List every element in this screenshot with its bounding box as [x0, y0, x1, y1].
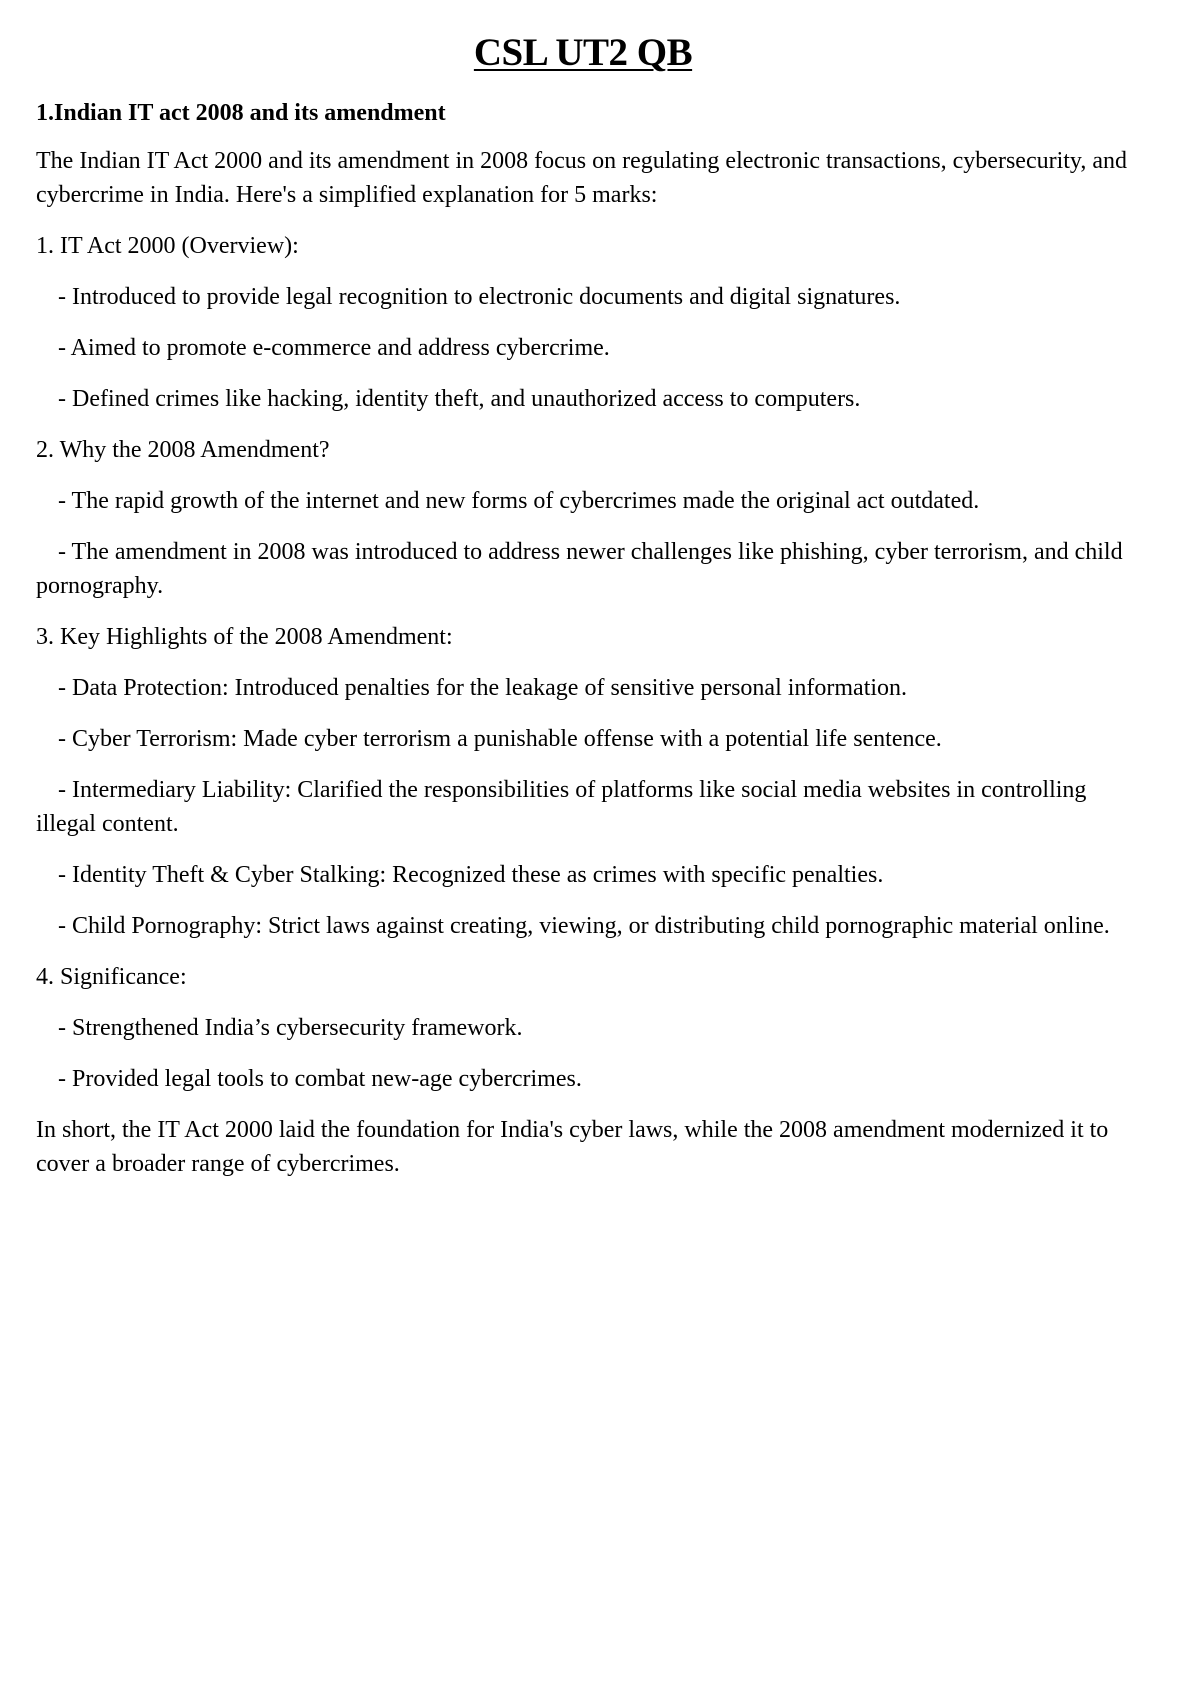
bullet-item: - Provided legal tools to combat new-age cybercrimes. — [58, 1066, 582, 1092]
section-heading-significance: 4. Significance: — [36, 964, 187, 990]
bullet-item: - The rapid growth of the internet and new forms of cybercrimes made the original act outdated. — [58, 488, 980, 514]
bullet-item: - Cyber Terrorism: Made cyber terrorism a punishable offense with a potential life sentence. — [58, 726, 942, 752]
bullet-item: - The amendment in 2008 was introduced to address newer challenges like phishing, cyber terrorism, and child pornography. — [36, 539, 1123, 599]
conclusion-paragraph: In short, the IT Act 2000 laid the foundation for India's cyber laws, while the 2008 amendment modernized it to cover a broader range of cybercrimes. — [36, 1117, 1109, 1177]
bullet-item: - Child Pornography: Strict laws against creating, viewing, or distributing child pornographic material online. — [58, 913, 1110, 939]
section-heading-key-highlights: 3. Key Highlights of the 2008 Amendment: — [36, 624, 453, 650]
section-heading-overview: 1. IT Act 2000 (Overview): — [36, 233, 299, 259]
intro-paragraph: The Indian IT Act 2000 and its amendment in 2008 focus on regulating electronic transactions, cybersecurity, and cybercrime in India. Here's a simplified explanation for 5 marks: — [36, 148, 1128, 208]
question-heading: 1.Indian IT act 2008 and its amendment — [36, 100, 446, 126]
bullet-item: - Strengthened India’s cybersecurity framework. — [58, 1015, 523, 1041]
bullet-item: - Aimed to promote e-commerce and address cybercrime. — [58, 335, 610, 361]
bullet-item: - Defined crimes like hacking, identity theft, and unauthorized access to computers. — [58, 386, 861, 412]
section-heading-why-amendment: 2. Why the 2008 Amendment? — [36, 437, 330, 463]
bullet-item: - Data Protection: Introduced penalties for the leakage of sensitive personal information. — [58, 675, 908, 701]
document-title: CSL UT2 QB — [473, 31, 693, 74]
bullet-item: - Identity Theft & Cyber Stalking: Recognized these as crimes with specific penalties. — [58, 862, 884, 888]
bullet-item: - Introduced to provide legal recognition to electronic documents and digital signatures. — [58, 284, 901, 310]
bullet-item: - Intermediary Liability: Clarified the responsibilities of platforms like social media websites in controlling illegal content. — [36, 777, 1087, 837]
